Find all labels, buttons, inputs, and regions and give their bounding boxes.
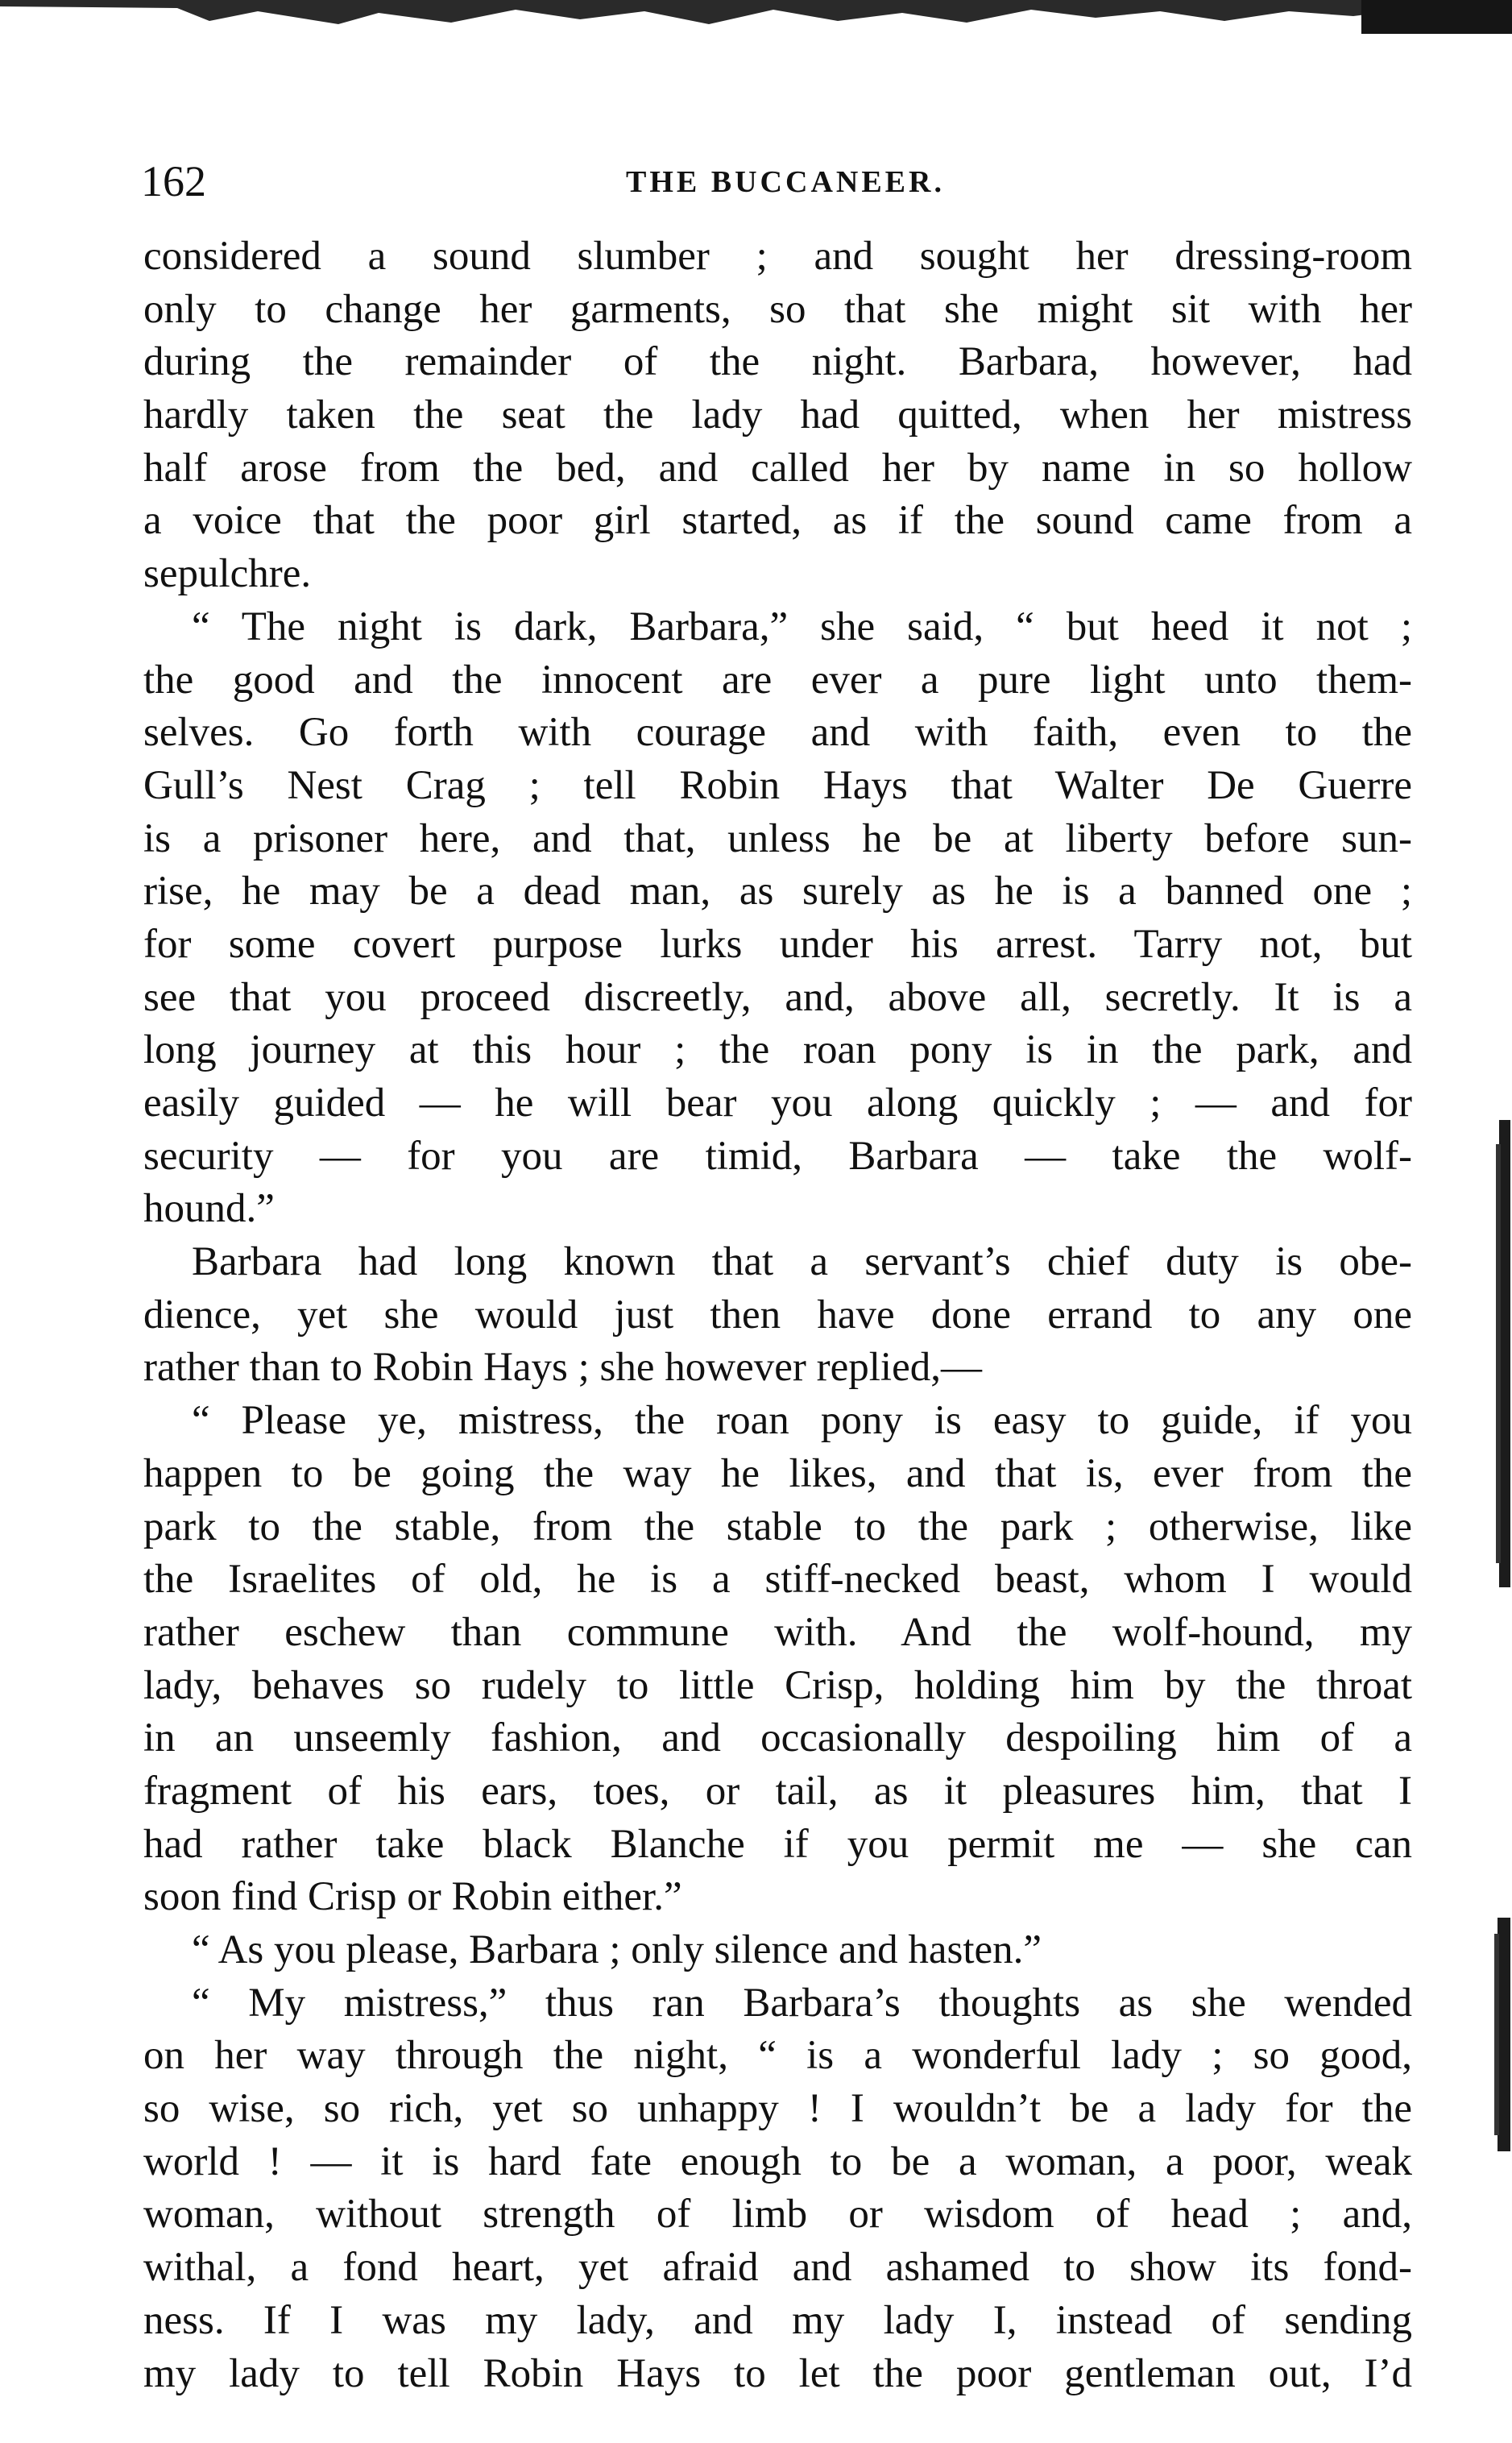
page-number: 162 <box>141 157 206 205</box>
text-line: on her way through the night, “ is a wonderful lady ; so good, <box>143 2033 1412 2079</box>
text-line: in an unseemly fashion, and occasionally despoiling him of a <box>143 1715 1412 1761</box>
text-line: considered a sound slumber ; and sought her dressing-room <box>143 234 1412 279</box>
text-line: a voice that the poor girl started, as if the sound came from a <box>143 498 1412 544</box>
text-line: happen to be going the way he likes, and that is, ever from the <box>143 1450 1412 1496</box>
text-line: “ As you please, Barbara ; only silence and hasten.” <box>192 1927 1042 1972</box>
text-line: “ My mistress,” thus ran Barbara’s thoughts as she wended <box>192 1980 1412 2026</box>
text-line: the good and the innocent are ever a pure light unto them- <box>143 657 1412 703</box>
text-line: sepulchre. <box>143 551 312 597</box>
text-line: Barbara had long known that a servant’s chief duty is obe- <box>192 1239 1412 1285</box>
text-line: ness. If I was my lady, and my lady I, instead of sending <box>143 2297 1412 2343</box>
text-line: only to change her garments, so that she might sit with her <box>143 286 1412 332</box>
text-line: during the remainder of the night. Barbara, however, had <box>143 339 1412 385</box>
text-line: easily guided — he will bear you along quickly ; — and for <box>143 1080 1412 1126</box>
text-line: rise, he may be a dead man, as surely as he is a banned one ; <box>143 869 1412 915</box>
text-line: dience, yet she would just then have done errand to any one <box>143 1292 1412 1338</box>
text-line: so wise, so rich, yet so unhappy ! I wouldn’t be a lady for the <box>143 2086 1412 2132</box>
running-title: THE BUCCANEER. <box>626 165 945 199</box>
text-line: is a prisoner here, and that, unless he be at liberty before sun- <box>143 815 1412 861</box>
text-line: soon find Crisp or Robin either.” <box>143 1874 682 1920</box>
text-line: hardly taken the seat the lady had quitted, when her mistress <box>143 392 1412 438</box>
text-line: rather than to Robin Hays ; she however replied,— <box>143 1345 982 1391</box>
text-line: security — for you are timid, Barbara — take the wolf- <box>143 1133 1412 1179</box>
text-line: hound.” <box>143 1186 275 1232</box>
text-line: “ The night is dark, Barbara,” she said, “ but heed it not ; <box>192 603 1412 649</box>
text-line: long journey at this hour ; the roan pony is in the park, and <box>143 1027 1412 1073</box>
text-line: world ! — it is hard fate enough to be a woman, a poor, weak <box>143 2138 1412 2184</box>
text-line: selves. Go forth with courage and with faith, even to the <box>143 710 1412 756</box>
scan-top-edge <box>0 0 1512 40</box>
text-line: see that you proceed discreetly, and, above all, secretly. It is a <box>143 974 1412 1020</box>
scan-right-edge <box>1464 0 1512 2443</box>
page-header <box>141 153 1414 209</box>
text-line: withal, a fond heart, yet afraid and ashamed to show its fond- <box>143 2245 1412 2291</box>
text-line: the Israelites of old, he is a stiff-necked beast, whom I would <box>143 1557 1412 1603</box>
text-line: lady, behaves so rudely to little Crisp, holding him by the throat <box>143 1662 1412 1708</box>
text-line: rather eschew than commune with. And the wolf-hound, my <box>143 1609 1412 1655</box>
text-line: half arose from the bed, and called her by name in so hollow <box>143 445 1412 491</box>
body-text <box>143 230 1412 2400</box>
text-line: park to the stable, from the stable to the park ; otherwise, like <box>143 1504 1412 1549</box>
text-line: woman, without strength of limb or wisdom of head ; and, <box>143 2192 1412 2238</box>
text-line: fragment of his ears, toes, or tail, as it pleasures him, that I <box>143 1768 1412 1814</box>
text-line: Gull’s Nest Crag ; tell Robin Hays that Walter De Guerre <box>143 762 1412 808</box>
text-line: “ Please ye, mistress, the roan pony is easy to guide, if you <box>192 1398 1412 1444</box>
text-line: for some covert purpose lurks under his arrest. Tarry not, but <box>143 921 1412 967</box>
text-line: had rather take black Blanche if you permit me — she can <box>143 1821 1412 1867</box>
text-line: my lady to tell Robin Hays to let the poor gentleman out, I’d <box>143 2350 1412 2396</box>
